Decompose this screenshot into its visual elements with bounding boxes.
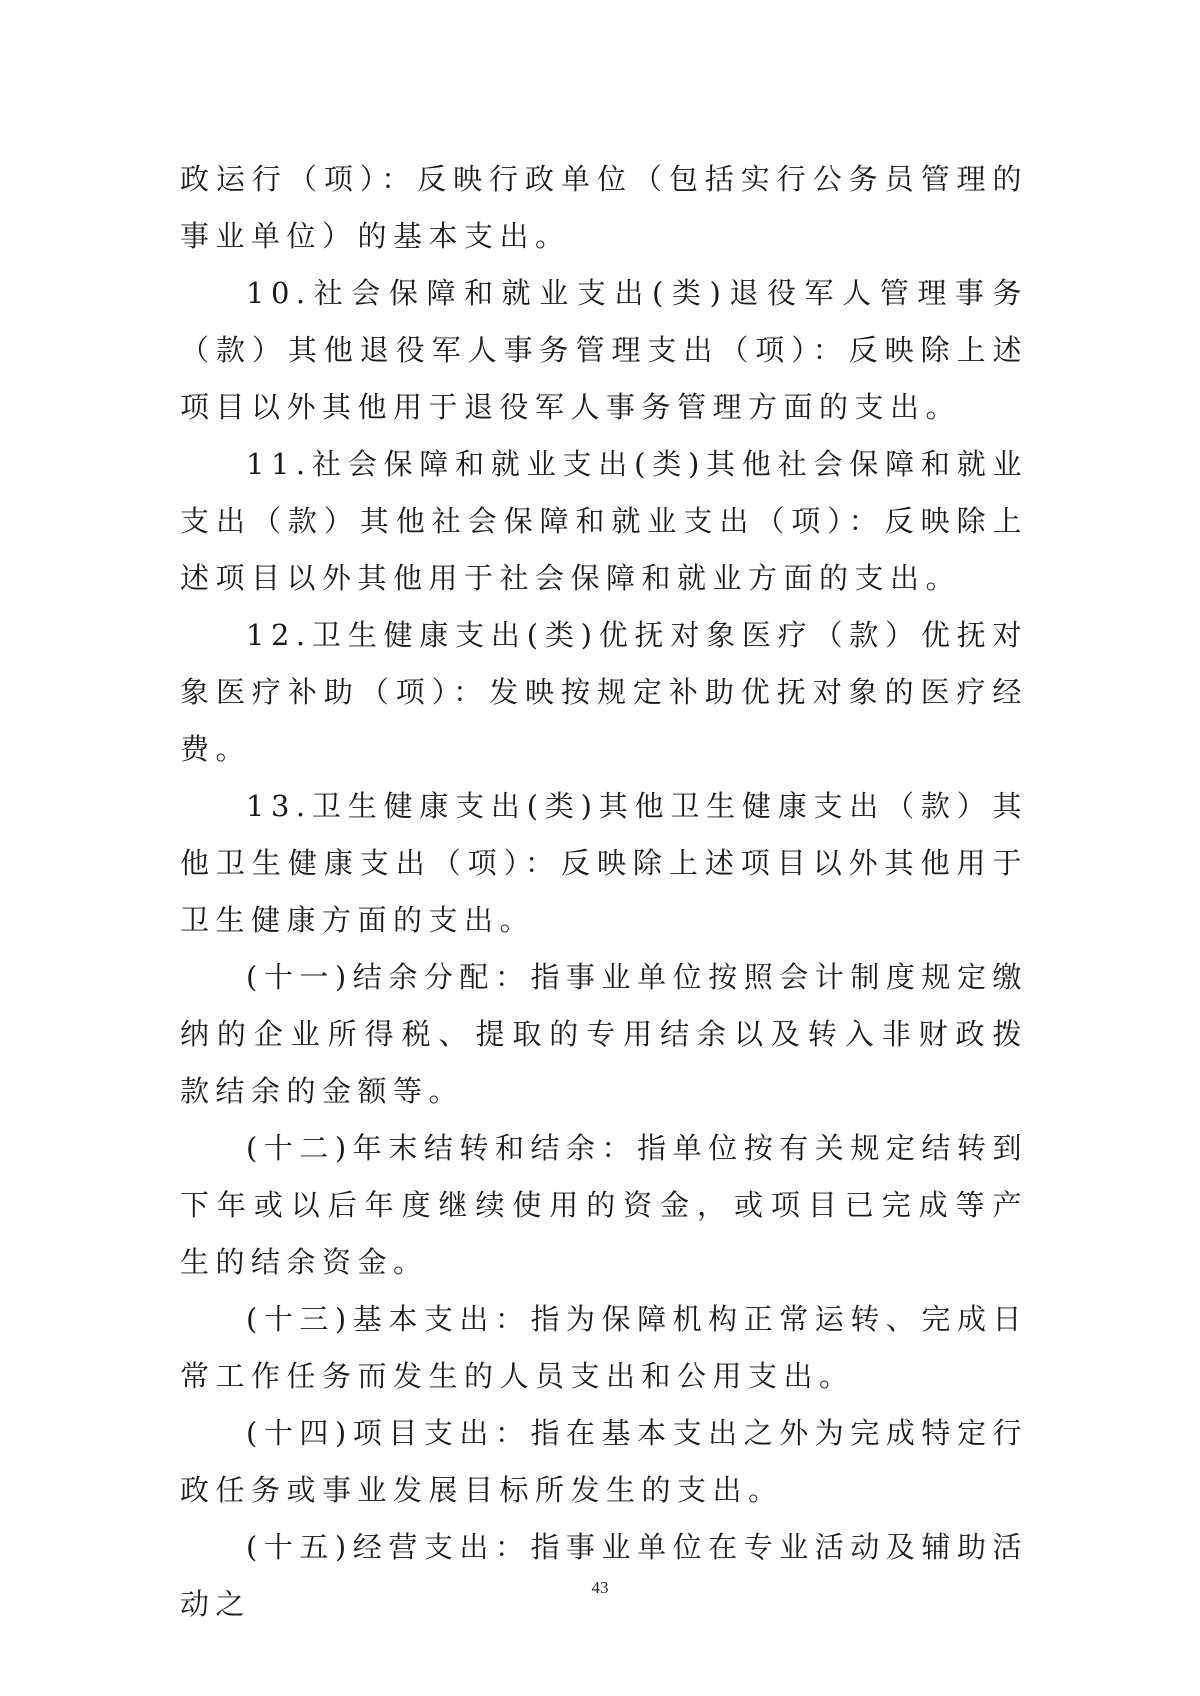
paragraph-continuation: 政运行（项）：反映行政单位（包括实行公务员管理的事业单位）的基本支出。 [180,162,1028,253]
paragraph-item-13: 13.卫生健康支出(类)其他卫生健康支出（款）其他卫生健康支出（项）：反映除上述项目以外其他用于卫生健康方面的支出。 [180,789,1028,937]
paragraph-section-13: (十三)基本支出：指为保障机构正常运转、完成日常工作任务而发生的人员支出和公用支出。 [180,1302,1028,1393]
paragraph-section-15: (十五)经营支出：指事业单位在专业活动及辅助活动之 [180,1530,1028,1621]
paragraph-item-12: 12.卫生健康支出(类)优抚对象医疗（款）优抚对象医疗补助（项）：发映按规定补助优抚对象的医疗经费。 [180,618,1028,766]
paragraph-section-14: (十四)项目支出：指在基本支出之外为完成特定行政任务或事业发展目标所发生的支出。 [180,1416,1028,1507]
paragraph-section-12: (十二)年末结转和结余：指单位按有关规定结转到下年或以后年度继续使用的资金，或项目已完成等产生的结余资金。 [180,1131,1028,1279]
paragraph-item-11: 11.社会保障和就业支出(类)其他社会保障和就业支出（款）其他社会保障和就业支出（项）：反映除上述项目以外其他用于社会保障和就业方面的支出。 [180,447,1028,595]
page-number: 43 [591,1578,609,1597]
body-text [180,151,1028,1633]
paragraph-section-11: (十一)结余分配：指事业单位按照会计制度规定缴纳的企业所得税、提取的专用结余以及转入非财政拨款结余的金额等。 [180,960,1028,1108]
paragraph-item-10: 10.社会保障和就业支出(类)退役军人管理事务（款）其他退役军人事务管理支出（项）：反映除上述项目以外其他用于退役军人事务管理方面的支出。 [180,276,1028,424]
